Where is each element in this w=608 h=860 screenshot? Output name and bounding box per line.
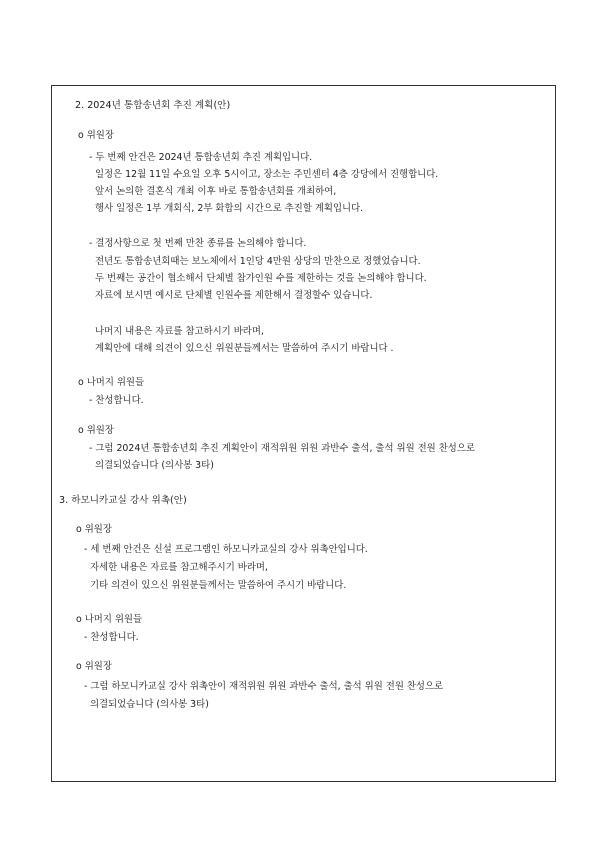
speaker-label: o 위원장 <box>78 130 114 141</box>
minutes-line: - 찬성합니다. <box>89 395 144 406</box>
section-title: 2. 2024년 통합송년회 추진 계획(안) <box>75 100 231 111</box>
speaker-label: o 나머지 위원들 <box>76 614 143 625</box>
minutes-line: 의결되었습니다 (의사봉 3타) <box>95 460 214 471</box>
minutes-line: - 그럼 하모니카교실 강사 위촉안이 재적위원 위원 과반수 출석, 출석 위원 전원 찬성으로 <box>84 681 444 692</box>
speaker-label: o 위원장 <box>78 425 114 436</box>
minutes-line: 일정은 12월 11일 수요일 오후 5시이고, 장소는 주민센터 4층 강당에서 진행합니다. <box>95 169 439 180</box>
minutes-line: 기타 의견이 있으신 위원분들께서는 말씀하여 주시기 바랍니다. <box>90 580 347 591</box>
minutes-line: - 찬성합니다. <box>84 632 139 643</box>
minutes-line: 자료에 보시면 예시로 단체별 인원수를 제한해서 결정할수 있습니다. <box>95 290 373 301</box>
minutes-line: - 결정사항으로 첫 번째 만찬 종류를 논의해야 합니다. <box>89 238 307 249</box>
minutes-line: 전년도 통합송년회때는 보노체에서 1인당 4만원 상당의 만찬으로 정했었습니다. <box>95 256 421 267</box>
section-title: 3. 하모니카교실 강사 위촉(안) <box>59 495 187 506</box>
minutes-line: 나머지 내용은 자료를 참고하시기 바라며, <box>95 326 264 337</box>
minutes-line: - 세 번째 안건은 신설 프로그램인 하모니카교실의 강사 위촉안입니다. <box>84 544 368 555</box>
minutes-line: 계획안에 대해 의견이 있으신 위원분들께서는 말씀하여 주시기 바랍니다 . <box>95 343 394 354</box>
minutes-line: 의결되었습니다 (의사봉 3타) <box>90 699 209 710</box>
minutes-line: 앞서 논의한 결혼식 개최 이후 바로 통합송년회를 개최하여, <box>95 186 337 197</box>
minutes-line: 자세한 내용은 자료를 참고해주시기 바라며, <box>90 562 268 573</box>
speaker-label: o 위원장 <box>76 661 112 672</box>
minutes-line: - 그럼 2024년 통합송년회 추진 계획안이 재적위원 위원 과반수 출석, 출석 위원 전원 찬성으로 <box>89 443 475 454</box>
speaker-label: o 나머지 위원들 <box>78 377 145 388</box>
speaker-label: o 위원장 <box>76 524 112 535</box>
minutes-line: - 두 번째 안건은 2024년 통합송년회 추진 계획입니다. <box>89 152 313 163</box>
minutes-line: 두 번째는 공간이 협소해서 단체별 참가인원 수를 제한하는 것을 논의해야 합니다. <box>95 273 427 284</box>
minutes-line: 행사 일정은 1부 개회식, 2부 화합의 시간으로 추진할 계획입니다. <box>95 203 364 214</box>
